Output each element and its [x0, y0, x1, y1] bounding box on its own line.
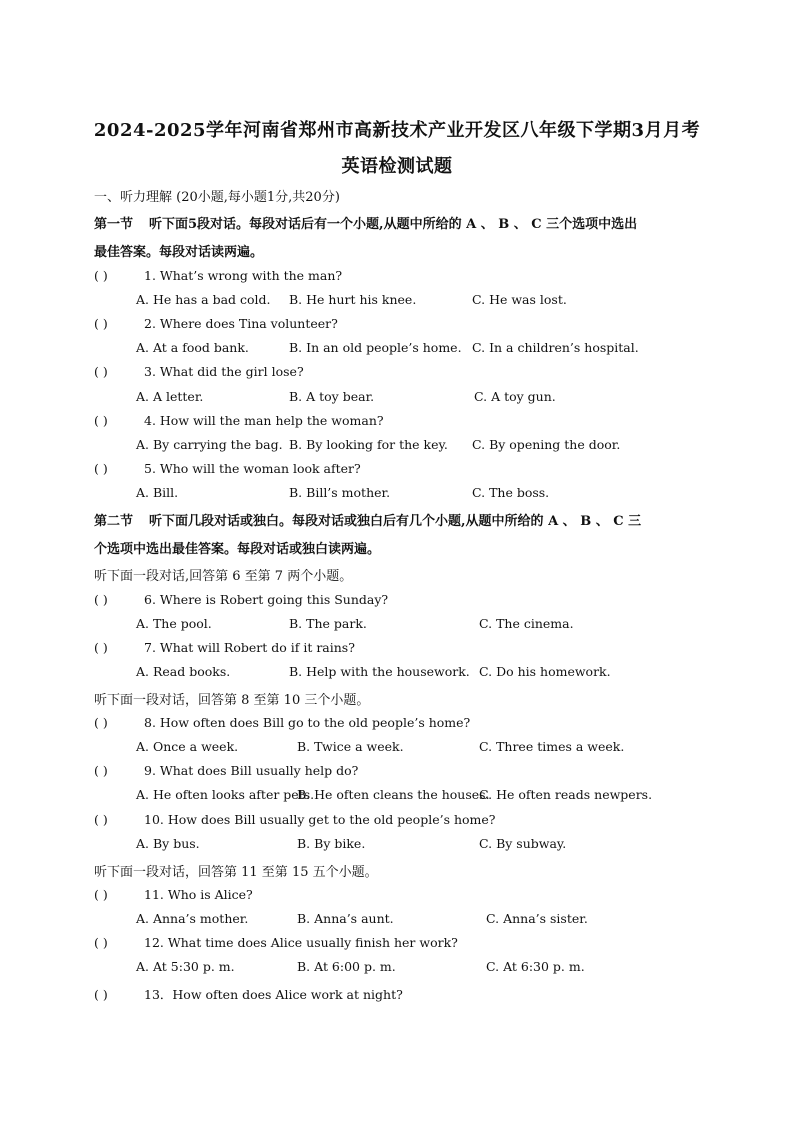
question-text: 10. How does Bill usually get to the old people’s home? [144, 812, 496, 827]
group-prompt-8-10: 听下面一段对话，回答第 8 至第 10 三个小题。 [94, 693, 370, 708]
question-text: 11. Who is Alice? [144, 887, 253, 902]
question-text: 8. How often does Bill go to the old people’s home? [144, 715, 471, 730]
answer-blank: ( ) [94, 812, 108, 827]
question-13 [94, 985, 403, 1003]
answer-blank: ( ) [94, 715, 108, 730]
option-c: C. Do his homework. [479, 664, 611, 679]
question-text: 2. Where does Tina volunteer? [144, 316, 338, 331]
question-1 [94, 268, 342, 283]
option-c: C. The boss. [472, 485, 550, 500]
question-text: 3. What did the girl lose? [144, 364, 304, 379]
option-b: B. At 6:00 p. m. [297, 959, 396, 974]
option-a: A. Bill. [136, 485, 179, 500]
answer-blank: ( ) [94, 316, 108, 331]
question-5 [94, 461, 361, 476]
option-c: C. By opening the door. [472, 437, 621, 452]
option-b: B. In an old people’s home. [289, 340, 462, 355]
question-8 [94, 715, 470, 730]
section1-instruction-line2: 最佳答案。每段对话读两遍。 [94, 245, 264, 260]
exam-title-line1: 2024-2025学年河南省郑州市高新技术产业开发区八年级下学期3月月考 [93, 120, 701, 141]
answer-blank: ( ) [94, 461, 108, 476]
answer-blank: ( ) [94, 987, 108, 1002]
option-a: A. By bus. [136, 836, 200, 851]
section1-instruction-line1 [94, 213, 637, 232]
option-b: B. A toy bear. [289, 389, 375, 404]
answer-blank: ( ) [94, 887, 108, 902]
question-text: 5. Who will the woman look after? [144, 461, 361, 476]
option-c: C. In a children’s hospital. [472, 340, 639, 355]
option-a: A. He often looks after pets. [136, 787, 315, 802]
option-a: A. By carrying the bag. [136, 437, 283, 452]
question-6 [94, 592, 388, 607]
option-b: B. Twice a week. [297, 739, 404, 754]
option-a: A. A letter. [136, 389, 204, 404]
option-a: A. At a food bank. [136, 340, 249, 355]
question-7 [94, 640, 355, 655]
answer-blank: ( ) [94, 413, 108, 428]
section1-label: 第一节 [94, 217, 134, 232]
section2-instruction-text: 听下面几段对话或独白。每段对话或独白后有几个小题,从题中所给的 A 、 B 、 C 三 [149, 514, 642, 529]
option-a: A. Read books. [136, 664, 231, 679]
exam-title-line2: 英语检测试题 [341, 156, 453, 177]
section2-instruction-line1 [94, 510, 641, 529]
question-9 [94, 763, 358, 778]
option-b: B. By bike. [297, 836, 366, 851]
part1-heading: 一、听力理解 (20小题,每小题1分,共20分) [94, 190, 340, 205]
section2-instruction-line2: 个选项中选出最佳答案。每段对话或独白读两遍。 [94, 542, 381, 557]
option-c: C. Three times a week. [479, 739, 625, 754]
option-b: B. The park. [289, 616, 367, 631]
option-a: A. Anna’s mother. [136, 911, 249, 926]
section2-label: 第二节 [94, 514, 134, 529]
option-a: A. At 5:30 p. m. [136, 959, 235, 974]
option-b: B. He hurt his knee. [289, 292, 417, 307]
option-c: C. A toy gun. [474, 389, 556, 404]
question-text: 6. Where is Robert going this Sunday? [144, 592, 389, 607]
answer-blank: ( ) [94, 268, 108, 283]
section1-instruction-text: 听下面5段对话。每段对话后有一个小题,从题中所给的 A 、 B 、 C 三个选项中选出 [149, 217, 638, 232]
option-c: C. He often reads newpers. [479, 787, 653, 802]
option-b: B. Bill’s mother. [289, 485, 391, 500]
group-prompt-11-15: 听下面一段对话，回答第 11 至第 15 五个小题。 [94, 865, 378, 880]
question-text: 12. What time does Alice usually finish her work? [144, 935, 458, 950]
option-b: B. Help with the housework. [289, 664, 470, 679]
question-4 [94, 413, 384, 428]
question-11 [94, 887, 253, 902]
option-c: C. At 6:30 p. m. [486, 959, 585, 974]
option-c: C. By subway. [479, 836, 567, 851]
question-3 [94, 364, 304, 379]
option-b: B. By looking for the key. [289, 437, 448, 452]
option-c: C. He was lost. [472, 292, 567, 307]
question-text: 1. What’s wrong with the man? [144, 268, 343, 283]
answer-blank: ( ) [94, 763, 108, 778]
question-text: 9. What does Bill usually help do? [144, 763, 359, 778]
option-a: A. He has a bad cold. [136, 292, 271, 307]
answer-blank: ( ) [94, 935, 108, 950]
option-b: B. He often cleans the houses. [297, 787, 490, 802]
option-c: C. The cinema. [479, 616, 574, 631]
question-text: 7. What will Robert do if it rains? [144, 640, 355, 655]
option-c: C. Anna’s sister. [486, 911, 588, 926]
question-2 [94, 316, 338, 331]
option-a: A. Once a week. [136, 739, 239, 754]
group-prompt-6-7: 听下面一段对话,回答第 6 至第 7 两个小题。 [94, 569, 353, 584]
option-a: A. The pool. [136, 616, 212, 631]
answer-blank: ( ) [94, 640, 108, 655]
question-text: 4. How will the man help the woman? [144, 413, 384, 428]
answer-blank: ( ) [94, 592, 108, 607]
question-12 [94, 935, 458, 950]
question-10 [94, 812, 496, 827]
option-b: B. Anna’s aunt. [297, 911, 394, 926]
answer-blank: ( ) [94, 364, 108, 379]
question-text: 13．How often does Alice work at night? [144, 987, 403, 1002]
